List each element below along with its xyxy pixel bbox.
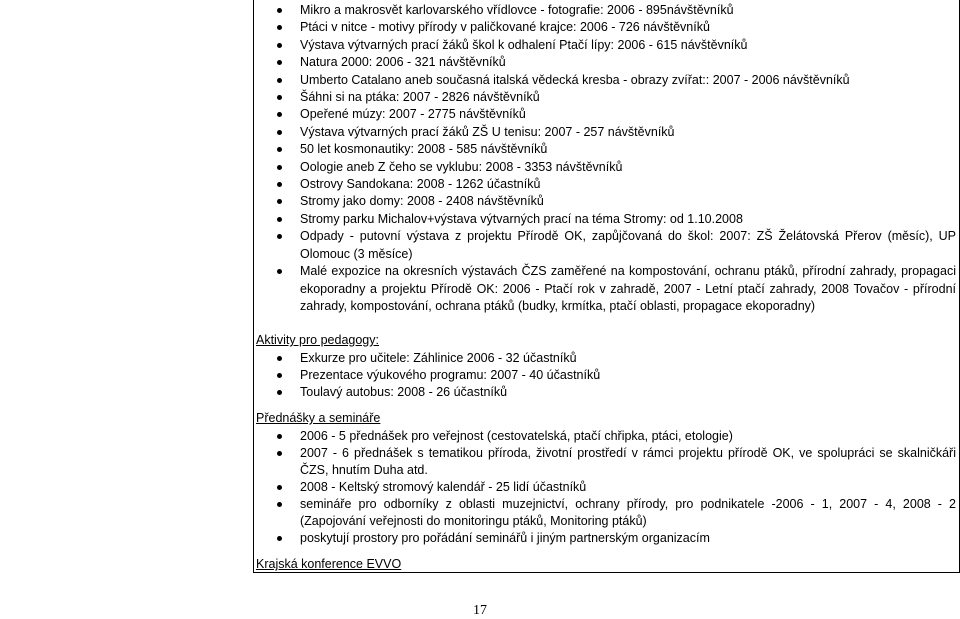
list-item: Stromy jako domy: 2008 - 2408 návštěvníků: [256, 193, 956, 210]
bullet-icon: [277, 95, 282, 100]
list-item: Mikro a makrosvět karlovarského vřídlovce - fotografie: 2006 - 895návštěvníků: [256, 2, 956, 19]
list-item: 2006 - 5 přednášek pro veřejnost (cestovatelská, ptačí chřipka, ptáci, etologie): [256, 428, 956, 445]
bullet-icon: [277, 112, 282, 117]
exhibitions-section: [256, 2, 956, 315]
bullet-icon: [277, 60, 282, 65]
list-item: poskytují prostory pro pořádání seminářů i jiným partnerským organizacím: [256, 530, 956, 547]
list-item: Výstava výtvarných prací žáků ZŠ U tenisu: 2007 - 257 návštěvníků: [256, 124, 956, 141]
section-heading: Přednášky a semináře: [256, 411, 381, 425]
bullet-icon: [277, 536, 282, 541]
bullet-icon: [277, 356, 282, 361]
list-item: Oologie aneb Z čeho se vyklubu: 2008 - 3353 návštěvníků: [256, 159, 956, 176]
list-item: 2008 - Keltský stromový kalendář - 25 lidí účastníků: [256, 479, 956, 496]
list-item: Opeřené múzy: 2007 - 2775 návštěvníků: [256, 106, 956, 123]
bullet-icon: [277, 234, 282, 239]
section-heading: Krajská konference EVVO: [256, 557, 402, 571]
lectures-list: [256, 428, 956, 547]
section-heading: Aktivity pro pedagogy:: [256, 333, 379, 347]
list-item: Ostrovy Sandokana: 2008 - 1262 účastníků: [256, 176, 956, 193]
bullet-icon: [277, 373, 282, 378]
page-number: 17: [473, 603, 487, 618]
bullet-icon: [277, 165, 282, 170]
bullet-icon: [277, 182, 282, 187]
list-item: Natura 2000: 2006 - 321 návštěvníků: [256, 54, 956, 71]
bullet-icon: [277, 451, 282, 456]
list-item: Stromy parku Michalov+výstava výtvarných prací na téma Stromy: od 1.10.2008: [256, 211, 956, 228]
teachers-section: [256, 332, 956, 401]
bullet-icon: [277, 8, 282, 13]
teachers-list: [256, 350, 956, 401]
list-item: Toulavý autobus: 2008 - 26 účastníků: [256, 384, 956, 401]
list-item: Umberto Catalano aneb současná italská vědecká kresba - obrazy zvířat:: 2007 - 2006 návštěvníků: [256, 72, 956, 89]
list-item: 2007 - 6 přednášek s tematikou příroda, životní prostředí v rámci projektu přírodě OK, ve spolupráci se skalničkáři ČZS, hnutím Duha atd.: [256, 445, 956, 479]
conference-section: [256, 556, 956, 574]
bullet-icon: [277, 434, 282, 439]
list-item: Malé expozice na okresních výstavách ČZS zaměřené na kompostování, ochranu ptáků, přírodní zahrady, propagaci ekoporadny a projektu Přírodě OK: 2006 - Ptačí rok v zahradě, 2007 - Letní ptačí zahrady, 2008 Tovačov - přírodní zahrady, kompostování, ochrana ptáků (budky, krmítka, ptačí oblasti, propagace ekoporadny): [256, 263, 956, 315]
bullet-icon: [277, 130, 282, 135]
bullet-icon: [277, 43, 282, 48]
list-item: Prezentace výukového programu: 2007 - 40 účastníků: [256, 367, 956, 384]
list-item: Výstava výtvarných prací žáků škol k odhalení Ptačí lípy: 2006 - 615 návštěvníků: [256, 37, 956, 54]
list-item: Exkurze pro učitele: Záhlinice 2006 - 32 účastníků: [256, 350, 956, 367]
list-item: Šáhni si na ptáka: 2007 - 2826 návštěvníků: [256, 89, 956, 106]
bullet-icon: [277, 25, 282, 30]
list-item: semináře pro odborníky z oblasti muzejnictví, ochrany přírody, pro podnikatele -2006 - 1, 2007 - 4, 2008 - 2 (Zapojování veřejnosti do monitoringu ptáků, Monitoring ptáků): [256, 496, 956, 530]
bullet-icon: [277, 199, 282, 204]
bullet-icon: [277, 269, 282, 274]
list-item: Odpady - putovní výstava z projektu Přírodě OK, zapůjčovaná do škol: 2007: ZŠ Želátovská Přerov (měsíc), UP Olomouc (3 měsíce): [256, 228, 956, 263]
bullet-icon: [277, 147, 282, 152]
bullet-icon: [277, 485, 282, 490]
lectures-section: [256, 410, 956, 547]
exhibitions-list: [256, 2, 956, 315]
bullet-icon: [277, 502, 282, 507]
bullet-icon: [277, 78, 282, 83]
list-item: Ptáci v nitce - motivy přírody v paličkované krajce: 2006 - 726 návštěvníků: [256, 19, 956, 36]
list-item: 50 let kosmonautiky: 2008 - 585 návštěvníků: [256, 141, 956, 158]
bullet-icon: [277, 390, 282, 395]
bullet-icon: [277, 217, 282, 222]
